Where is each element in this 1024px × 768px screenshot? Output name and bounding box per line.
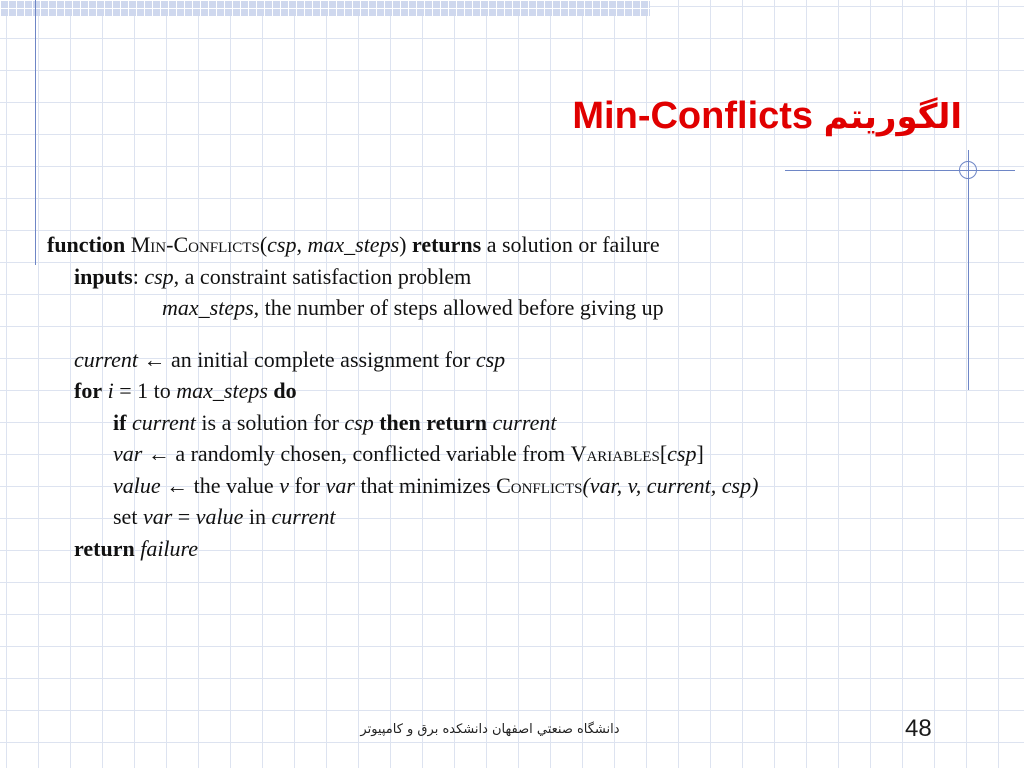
var-var: var (142, 504, 173, 529)
param-max-steps: max_steps (307, 232, 400, 257)
var-current: current (131, 409, 196, 435)
var-max-steps: max_steps (176, 378, 268, 403)
var-current: current (492, 409, 557, 435)
input-max-steps: max_steps (162, 295, 254, 320)
right-vertical-rule (968, 150, 969, 390)
var-var: var (325, 472, 355, 498)
crosshair-circle-icon (959, 161, 977, 179)
for-text: for (288, 472, 326, 498)
keyword-inputs: inputs (74, 263, 133, 289)
algorithm-pseudocode (47, 229, 967, 564)
var-csp: csp (667, 441, 697, 466)
footer-institution: دانشگاه صنعتي اصفهان دانشکده برق و کامپيوتر (360, 722, 620, 737)
assign-arrow: ← (160, 472, 194, 498)
function-variables: Variables (570, 441, 660, 466)
conflicts-arguments: (var, v, current, csp) (582, 472, 759, 498)
assign-arrow: ← (137, 346, 171, 372)
init-description: an initial complete assignment for (170, 346, 476, 372)
algo-line-set (47, 501, 967, 533)
paren-open: ( (259, 232, 268, 257)
keyword-do: do (273, 378, 297, 403)
algo-line-choose-var (47, 438, 967, 470)
function-name: Min-Conflicts (130, 232, 260, 257)
var-v: v (279, 472, 289, 498)
choose-description: a randomly chosen, conflicted variable from (175, 441, 571, 466)
loop-range: = 1 to (113, 378, 177, 403)
keyword-then-return: then return (379, 409, 487, 435)
assign-arrow: ← (142, 441, 176, 466)
colon: : (132, 263, 145, 289)
var-current: current (74, 346, 138, 372)
condition-text: is a solution for (195, 409, 345, 435)
algo-line-inputs (47, 261, 967, 293)
input-csp-description: , a constraint satisfaction problem (173, 263, 472, 289)
input-max-steps-description: , the number of steps allowed before giving up (253, 295, 664, 320)
in-text: in (243, 504, 272, 529)
header-decoration-band (0, 0, 650, 16)
keyword-returns: returns (411, 232, 482, 257)
value-description: the value (193, 472, 280, 498)
input-csp: csp (144, 263, 174, 289)
algo-line-function-header (47, 229, 967, 261)
bracket-open: [ (659, 441, 668, 466)
slide-title (572, 95, 962, 138)
paren-close: ) (399, 232, 407, 257)
returns-description: a solution or failure (481, 232, 660, 257)
keyword-return: return (74, 535, 135, 561)
algo-line-for-loop (47, 375, 967, 407)
keyword-for: for (74, 378, 103, 403)
keyword-set: set (113, 504, 138, 529)
keyword-if: if (113, 409, 127, 435)
var-value: value (195, 504, 244, 529)
var-csp: csp (344, 409, 374, 435)
algo-line-inputs-max-steps (47, 292, 967, 324)
param-csp: csp (267, 232, 297, 257)
comma: , (296, 232, 308, 257)
title-latin: Min-Conflicts (572, 95, 814, 137)
left-vertical-rule (35, 0, 36, 265)
title-persian: الگوريتم (823, 97, 962, 137)
var-csp: csp (475, 346, 506, 372)
function-conflicts: Conflicts (496, 472, 583, 498)
keyword-function: function (47, 232, 126, 257)
algo-line-return-failure (47, 533, 967, 565)
value-failure: failure (140, 535, 199, 561)
var-current: current (271, 504, 336, 529)
var-value: value (113, 472, 161, 498)
equals: = (172, 504, 196, 529)
algo-line-if-solution (47, 407, 967, 439)
var-var: var (113, 441, 143, 466)
algo-spacer (47, 324, 967, 344)
page-number: 48 (905, 715, 932, 742)
bracket-close: ] (696, 441, 704, 466)
algo-line-init-current (47, 344, 967, 376)
var-i: i (107, 378, 114, 403)
minimizes-text: that minimizes (354, 472, 497, 498)
algo-line-choose-value (47, 470, 967, 502)
right-horizontal-rule (785, 170, 1015, 171)
